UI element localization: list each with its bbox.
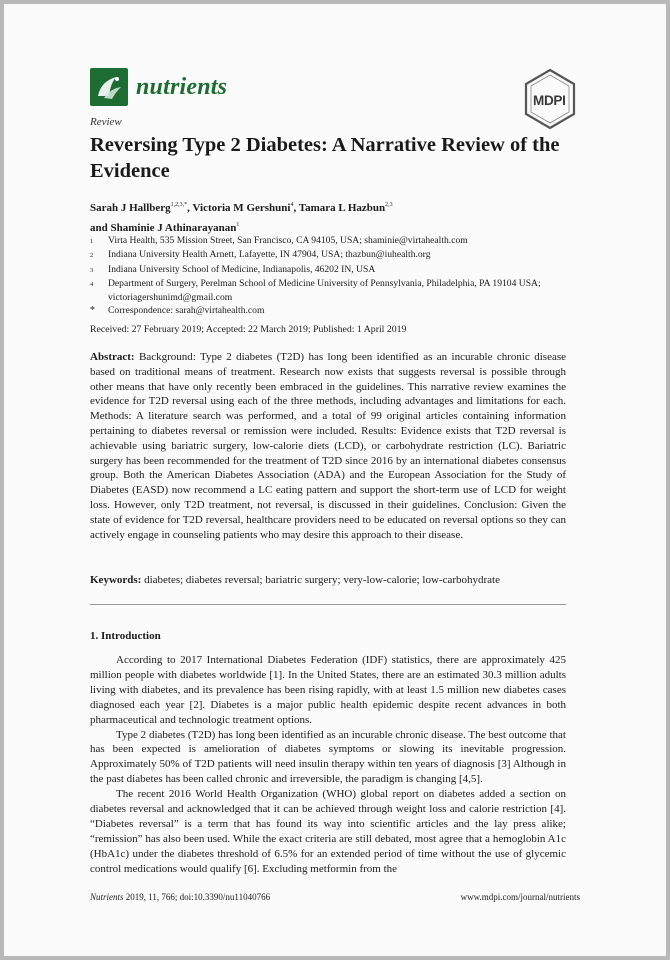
correspondence-text: Correspondence: sarah@virtahealth.com [108,305,265,317]
paragraph: The recent 2016 World Health Organization (WHO) global report on diabetes added a section on diabetes reversal and acknowledged that it can be achieved through weight loss and calorie restriction [4]. “Diabetes reversal” is a term that has found its way into scientific articles and the lay press alike; “remission” has also been used. While the exact criteria are still debated, most agree that a hemoglobin A1c (HbA1c) under the diabetes threshold of 6.5% for an extended period of time without the use of glycemic control medications would qualify [6]. Excluding metformin from the [90,788,566,875]
article-type: Review [90,116,122,128]
keywords [90,573,566,588]
author-name: Tamara L Hazbun [298,202,386,214]
paragraph: Type 2 diabetes (T2D) has long been identified as an incurable chronic disease. The best outcome that has been expected is amelioration of diabetes symptoms or slowing its inevitable progression. Approximately 50% of T2D patients will need insulin therapy within ten years of diagnosis [3] Although in the past diabetes has been called chronic and irreversible, the paradigm is changing [4,5]. [90,728,566,786]
document-page [4,4,666,956]
affiliation-list [90,234,570,317]
author-list [90,197,560,237]
affiliation-item [90,248,570,262]
footer-citation [90,892,270,902]
footer-citation-details: 2019, 11, 766; doi:10.3390/nu11040766 [123,892,271,902]
keywords-text: diabetes; diabetes reversal; bariatric surgery; very-low-calorie; low-carbohydrate [144,574,500,586]
abstract-text: Background: Type 2 diabetes (T2D) has long been identified as an incurable chronic disease based on traditional means of treatment. Research now exists that suggests reversal is possible through other means that have only recently been embraced in the guidelines. This narrative review examines the evidence for T2D reversal using each of the three methods, including advantages and limitations for each. Methods: A literature search was performed, and a total of 99 original articles containing information pertaining to diabetes reversal or remission were included. Results: Evidence exists that T2D reversal is achievable using bariatric surgery, low-calorie diets (LCD), or carbohydrate restriction (LC). Bariatric surgery has been recommended for the treatment of T2D since 2016 by an international diabetes consensus group. Both the American Diabetes Association (ADA) and the European Association for the Study of Diabetes (EASD) now recommend a LC eating pattern and support the short-term use of LCD for weight loss. However, only T2D treatment, not reversal, is discussed in their guidelines. Conclusion: Given the state of evidence for T2D reversal, healthcare providers need to be educated on reversal options so they can actively engage in counseling patients who may desire this approach to their disease. [90,351,567,541]
paragraph: According to 2017 International Diabetes Federation (IDF) statistics, there are approximately 425 million people with diabetes worldwide [1]. In the United States, there are an estimated 30.3 million adults living with diabetes, and its prevalence has been rising rapidly, with at least 1.5 million new diabetes cases diagnosed each year [2]. Diabetes is a major public health epidemic despite recent advances in both pharmaceutical and technologic treatment options. [90,654,566,726]
author-affiliation-marks: 1 [236,222,240,228]
footer-url[interactable]: www.mdpi.com/journal/nutrients [460,892,580,902]
affiliation-item [90,263,570,277]
author-name: and Shaminie J Athinarayanan [90,222,237,234]
keywords-label: Keywords: [90,574,142,586]
affiliation-mark: * [90,305,95,317]
affiliation-text: Indiana University School of Medicine, Indianapolis, 46202 IN, USA [108,263,376,275]
affiliation-mark: 4 [90,281,94,289]
section-divider [90,604,566,605]
author-name: Sarah J Hallberg [90,202,171,214]
abstract-label: Abstract: [90,351,135,363]
affiliation-mark: 1 [90,238,94,245]
affiliation-item [90,234,570,248]
author-separator: , [187,202,193,214]
journal-logo-icon [90,68,128,106]
abstract [90,350,566,542]
article-title: Reversing Type 2 Diabetes: A Narrative Review of the Evidence [90,134,560,182]
author-name: Victoria M Gershuni [192,202,291,214]
author-affiliation-marks: 2,3 [385,202,393,208]
section-heading: 1. Introduction [90,630,161,642]
introduction-body [90,653,566,877]
publisher-name: MDPI [533,93,566,108]
author-affiliation-marks: 4 [290,202,294,208]
affiliation-item [90,277,570,304]
author-separator: , [293,202,299,214]
affiliation-mark: 2 [90,252,94,260]
affiliation-text: Virta Health, 535 Mission Street, San Francisco, CA 94105, USA; shaminie@virtahealth.com [108,235,468,246]
affiliation-mark: 3 [90,266,94,274]
publication-dates: Received: 27 February 2019; Accepted: 22 March 2019; Published: 1 April 2019 [90,324,407,335]
affiliation-text: Indiana University Health Arnett, Lafayette, IN 47904, USA; thazbun@iuhealth.org [108,249,431,261]
footer-journal: Nutrients [90,892,124,902]
affiliation-text: Department of Surgery, Perelman School of Medicine University of Pennsylvania, Philadelphia, PA 19104 USA; victoriagershunimd@gmail.com [108,278,541,303]
affiliation-item [90,304,570,317]
author-affiliation-marks: 1,2,3,* [170,202,188,208]
journal-name: nutrients [136,74,228,100]
